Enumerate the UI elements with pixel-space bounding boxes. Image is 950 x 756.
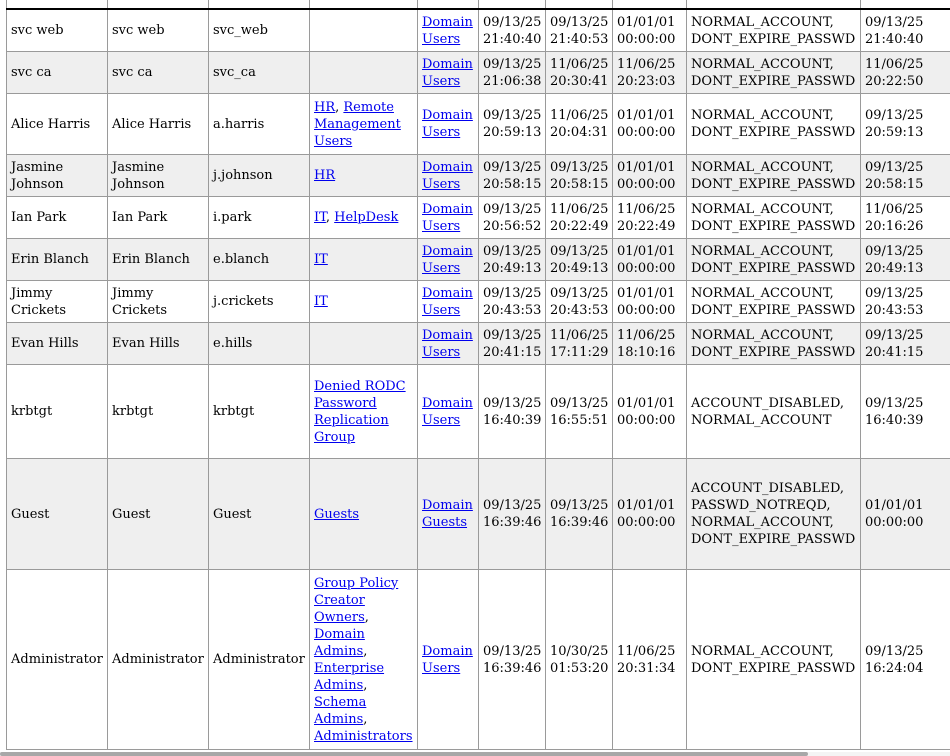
changed-value: 10/30/25 [550,643,609,659]
created-value: 20:58:15 [483,176,542,192]
changed-value: 20:04:31 [550,125,609,140]
cell-display-name: Ian Park [7,197,108,239]
cell-flags [687,197,861,239]
created-value: 09/13/25 [483,108,542,123]
table-row [7,94,950,155]
created-value: 09/13/25 [483,14,542,30]
cell-flags [687,459,861,570]
cell-pwd-last-set [861,9,950,52]
changed-value: 20:30:41 [550,73,609,89]
primary-group-link[interactable]: Domain Users [422,201,473,234]
created-value: 16:40:39 [483,412,542,428]
flag-value: DONT_EXPIRE_PASSWD [691,344,856,360]
cell-sam-account: e.blanch [209,239,310,281]
primary-group-link[interactable]: Domain Users [422,108,473,140]
cell-pwd-last-set [861,239,950,281]
changed-value: 16:55:51 [550,412,609,428]
horizontal-scrollbar-thumb[interactable] [0,752,808,756]
last-logon-value: 00:00:00 [617,125,676,140]
last-logon-value: 20:31:34 [617,660,676,676]
pwd-last-set-value: 09/13/25 [865,14,924,30]
cell-primary-group [418,9,479,52]
cell-member-of [310,239,418,281]
cell-name: Ian Park [108,197,209,239]
table-row [7,52,950,94]
flag-value: NORMAL_ACCOUNT, [691,643,834,659]
pwd-last-set-value: 00:00:00 [865,515,924,530]
cell-sam-account: i.park [209,197,310,239]
primary-group-link[interactable]: Domain Users [422,643,473,676]
cell-primary-group [418,570,479,750]
created-value: 09/13/25 [483,327,542,343]
cell-display-name: Guest [7,459,108,570]
cell-changed [546,365,613,459]
horizontal-scrollbar[interactable] [0,752,950,756]
cell-flags [687,52,861,94]
cell-created [479,197,546,239]
last-logon-value: 00:00:00 [617,515,676,530]
cell-created [479,459,546,570]
changed-value: 11/06/25 [550,201,609,217]
pwd-last-set-value: 20:22:50 [865,73,924,89]
changed-value: 01:53:20 [550,660,609,676]
cell-changed [546,197,613,239]
table-row [7,281,950,323]
cell-display-name: Jimmy Crickets [7,281,108,323]
cell-created [479,155,546,197]
cell-name: Jasmine Johnson [108,155,209,197]
cell-member-of: HR, Remote Management Users [310,94,418,155]
primary-group-link[interactable]: Domain Users [422,285,473,318]
last-logon-value: 11/06/25 [617,56,676,72]
cell-name: Alice Harris [108,94,209,155]
cell-changed [546,155,613,197]
pwd-last-set-value: 09/13/25 [865,243,924,259]
cell-created [479,281,546,323]
flag-value: NORMAL_ACCOUNT, [691,159,834,175]
cell-member-of [310,459,418,570]
group-link[interactable]: Group Policy Creator Owners [314,575,399,625]
created-value: 09/13/25 [483,201,542,217]
group-link[interactable]: HR [314,168,336,183]
cell-primary-group [418,365,479,459]
created-value: 16:39:46 [483,515,542,530]
cell-primary-group [418,281,479,323]
primary-group-link[interactable]: Domain Users [422,395,473,428]
pwd-last-set-value: 09/13/25 [865,285,924,301]
flag-value: NORMAL_ACCOUNT, [691,201,834,217]
pwd-last-set-value: 09/13/25 [865,395,924,411]
group-link[interactable]: IT [314,252,328,267]
flag-value: ACCOUNT_DISABLED, [691,481,845,496]
cell-sam-account: Administrator [209,570,310,750]
flag-value: DONT_EXPIRE_PASSWD [691,176,856,192]
flag-value: ACCOUNT_DISABLED, [691,395,845,411]
cell-member-of: IT, HelpDesk [310,197,418,239]
changed-value: 09/13/25 [550,14,609,30]
cell-created [479,323,546,365]
cell-created [479,94,546,155]
cell-created [479,570,546,750]
flag-value: NORMAL_ACCOUNT, [691,108,834,123]
group-link[interactable]: Schema Admins [314,694,367,727]
group-link[interactable]: Enterprise Admins [314,660,385,693]
cell-name: krbtgt [108,365,209,459]
table-row [7,239,950,281]
cell-member-of [310,9,418,52]
cell-display-name: svc web [7,9,108,52]
last-logon-value: 11/06/25 [617,201,676,217]
group-link[interactable]: IT [314,294,328,309]
pwd-last-set-value: 20:58:15 [865,176,924,192]
group-link[interactable]: Remote Management Users [314,99,401,149]
created-value: 20:49:13 [483,260,542,276]
cell-primary-group [418,52,479,94]
flag-value: DONT_EXPIRE_PASSWD [691,660,856,676]
last-logon-value: 01/01/01 [617,243,676,259]
cell-last-logon [613,197,687,239]
users-table [6,0,950,750]
changed-value: 09/13/25 [550,243,609,259]
pwd-last-set-value: 16:40:39 [865,412,924,428]
table-row [7,365,950,459]
pwd-last-set-value: 11/06/25 [865,56,924,72]
group-link[interactable]: Denied RODC Password Replication Group [314,378,406,445]
pwd-last-set-value: 20:41:15 [865,344,924,360]
created-value: 16:39:46 [483,660,542,676]
cell-last-logon [613,94,687,155]
created-value: 09/13/25 [483,285,542,301]
group-link[interactable]: HelpDesk [334,210,399,225]
users-table-container [6,0,950,750]
cell-pwd-last-set [861,197,950,239]
last-logon-value: 01/01/01 [617,285,676,301]
cell-sam-account: Guest [209,459,310,570]
changed-value: 09/13/25 [550,285,609,301]
cell-primary-group [418,155,479,197]
cell-flags [687,94,861,155]
changed-value: 09/13/25 [550,498,609,513]
cell-primary-group [418,239,479,281]
cell-sam-account: j.crickets [209,281,310,323]
primary-group-link[interactable]: Domain Users [422,327,473,360]
pwd-last-set-value: 20:59:13 [865,125,924,140]
cell-member-of [310,281,418,323]
table-row [7,9,950,52]
pwd-last-set-value: 20:49:13 [865,260,924,276]
cell-flags [687,570,861,750]
cell-last-logon [613,365,687,459]
cell-last-logon [613,9,687,52]
changed-value: 11/06/25 [550,56,609,72]
created-value: 09/13/25 [483,498,542,513]
cell-primary-group [418,323,479,365]
pwd-last-set-value: 20:43:53 [865,302,924,318]
last-logon-value: 20:23:03 [617,73,676,89]
cell-primary-group [418,94,479,155]
changed-value: 11/06/25 [550,108,609,123]
created-value: 20:56:52 [483,218,542,234]
cell-changed [546,94,613,155]
created-value: 20:41:15 [483,344,542,360]
cell-sam-account: svc_ca [209,52,310,94]
cell-last-logon [613,281,687,323]
flag-value: DONT_EXPIRE_PASSWD [691,532,856,547]
created-value: 09/13/25 [483,243,542,259]
cell-last-logon [613,155,687,197]
created-value: 09/13/25 [483,159,542,175]
cell-sam-account: j.johnson [209,155,310,197]
cell-created [479,239,546,281]
cell-primary-group [418,197,479,239]
changed-value: 20:58:15 [550,176,609,192]
pwd-last-set-value: 09/13/25 [865,108,924,123]
flag-value: NORMAL_ACCOUNT, [691,285,834,301]
cell-primary-group [418,459,479,570]
cell-flags [687,323,861,365]
cell-pwd-last-set [861,281,950,323]
changed-value: 20:49:13 [550,260,609,276]
last-logon-value: 01/01/01 [617,395,676,411]
cell-pwd-last-set [861,570,950,750]
cell-display-name: Evan Hills [7,323,108,365]
last-logon-value: 00:00:00 [617,31,676,47]
primary-group-link[interactable]: Domain Users [422,243,473,276]
flag-value: DONT_EXPIRE_PASSWD [691,73,856,89]
cell-pwd-last-set [861,155,950,197]
last-logon-value: 01/01/01 [617,159,676,175]
cell-display-name: Erin Blanch [7,239,108,281]
last-logon-value: 01/01/01 [617,14,676,30]
changed-value: 11/06/25 [550,327,609,343]
cell-display-name: svc ca [7,52,108,94]
last-logon-value: 01/01/01 [617,498,676,513]
cell-changed [546,323,613,365]
created-value: 20:59:13 [483,125,542,140]
cell-name: Administrator [108,570,209,750]
cell-sam-account: e.hills [209,323,310,365]
cell-name: svc ca [108,52,209,94]
cell-pwd-last-set [861,94,950,155]
table-row [7,459,950,570]
cell-flags [687,9,861,52]
cell-sam-account: krbtgt [209,365,310,459]
created-value: 09/13/25 [483,395,542,411]
pwd-last-set-value: 20:16:26 [865,218,924,234]
pwd-last-set-value: 21:40:40 [865,31,924,47]
table-row [7,570,950,750]
changed-value: 20:43:53 [550,302,609,318]
flag-value: NORMAL_ACCOUNT, [691,14,834,30]
cell-name: svc web [108,9,209,52]
cell-last-logon [613,52,687,94]
primary-group-link[interactable]: Domain Users [422,159,473,192]
cell-pwd-last-set [861,323,950,365]
flag-value: DONT_EXPIRE_PASSWD [691,260,856,276]
cell-pwd-last-set [861,459,950,570]
pwd-last-set-value: 09/13/25 [865,327,924,343]
cell-pwd-last-set [861,52,950,94]
cell-member-of [310,365,418,459]
last-logon-value: 20:22:49 [617,218,676,234]
created-value: 09/13/25 [483,643,542,659]
pwd-last-set-value: 09/13/25 [865,643,924,659]
pwd-last-set-value: 01/01/01 [865,498,924,513]
flag-value: NORMAL_ACCOUNT [691,412,832,428]
cell-flags [687,281,861,323]
last-logon-value: 18:10:16 [617,344,676,360]
table-row [7,197,950,239]
changed-value: 17:11:29 [550,344,609,360]
group-link[interactable]: Domain Admins [314,626,365,659]
changed-value: 16:39:46 [550,515,609,530]
flag-value: DONT_EXPIRE_PASSWD [691,302,856,318]
pwd-last-set-value: 11/06/25 [865,201,924,217]
table-header-row [7,0,950,9]
cell-name: Erin Blanch [108,239,209,281]
flag-value: NORMAL_ACCOUNT, [691,243,834,259]
flag-value: DONT_EXPIRE_PASSWD [691,218,856,234]
cell-flags [687,239,861,281]
cell-last-logon [613,239,687,281]
last-logon-value: 01/01/01 [617,108,676,123]
created-value: 21:06:38 [483,73,542,89]
group-link[interactable]: Administrators [314,728,413,744]
cell-member-of: Group Policy Creator Owners, Domain Admins, Enterprise Admins, Schema Admins, Administrators [310,570,418,750]
cell-pwd-last-set [861,365,950,459]
created-value: 20:43:53 [483,302,542,318]
group-link[interactable]: HR [314,99,336,115]
cell-last-logon [613,459,687,570]
cell-last-logon [613,570,687,750]
changed-value: 21:40:53 [550,31,609,47]
group-link[interactable]: IT [314,210,326,225]
cell-display-name: Alice Harris [7,94,108,155]
cell-member-of [310,52,418,94]
cell-changed [546,570,613,750]
cell-member-of [310,155,418,197]
created-value: 09/13/25 [483,56,542,72]
changed-value: 20:22:49 [550,218,609,234]
created-value: 21:40:40 [483,31,542,47]
cell-changed [546,281,613,323]
cell-flags [687,365,861,459]
table-row [7,155,950,197]
last-logon-value: 00:00:00 [617,412,676,428]
cell-changed [546,52,613,94]
last-logon-value: 11/06/25 [617,643,676,659]
cell-display-name: Jasmine Johnson [7,155,108,197]
cell-changed [546,459,613,570]
primary-group-link[interactable]: Domain Users [422,14,473,47]
last-logon-value: 00:00:00 [617,176,676,192]
cell-created [479,52,546,94]
cell-name: Guest [108,459,209,570]
cell-created [479,365,546,459]
flag-value: DONT_EXPIRE_PASSWD [691,31,856,47]
cell-changed [546,239,613,281]
pwd-last-set-value: 09/13/25 [865,159,924,175]
last-logon-value: 11/06/25 [617,327,676,343]
changed-value: 09/13/25 [550,159,609,175]
cell-created [479,9,546,52]
group-link[interactable]: Guests [314,506,360,522]
last-logon-value: 00:00:00 [617,302,676,318]
flag-value: NORMAL_ACCOUNT, [691,327,834,343]
cell-display-name: krbtgt [7,365,108,459]
last-logon-value: 00:00:00 [617,260,676,276]
table-row [7,323,950,365]
cell-flags [687,155,861,197]
cell-name: Jimmy Crickets [108,281,209,323]
flag-value: NORMAL_ACCOUNT, [691,56,834,72]
primary-group-link[interactable]: Domain Users [422,56,473,89]
cell-changed [546,9,613,52]
cell-last-logon [613,323,687,365]
cell-name: Evan Hills [108,323,209,365]
cell-display-name: Administrator [7,570,108,750]
pwd-last-set-value: 16:24:04 [865,660,924,676]
changed-value: 09/13/25 [550,395,609,411]
flag-value: NORMAL_ACCOUNT, [691,515,834,530]
cell-sam-account: a.harris [209,94,310,155]
primary-group-link[interactable]: Domain Guests [422,498,473,530]
flag-value: PASSWD_NOTREQD, [691,498,831,513]
flag-value: DONT_EXPIRE_PASSWD [691,125,856,140]
cell-member-of [310,323,418,365]
cell-sam-account: svc_web [209,9,310,52]
